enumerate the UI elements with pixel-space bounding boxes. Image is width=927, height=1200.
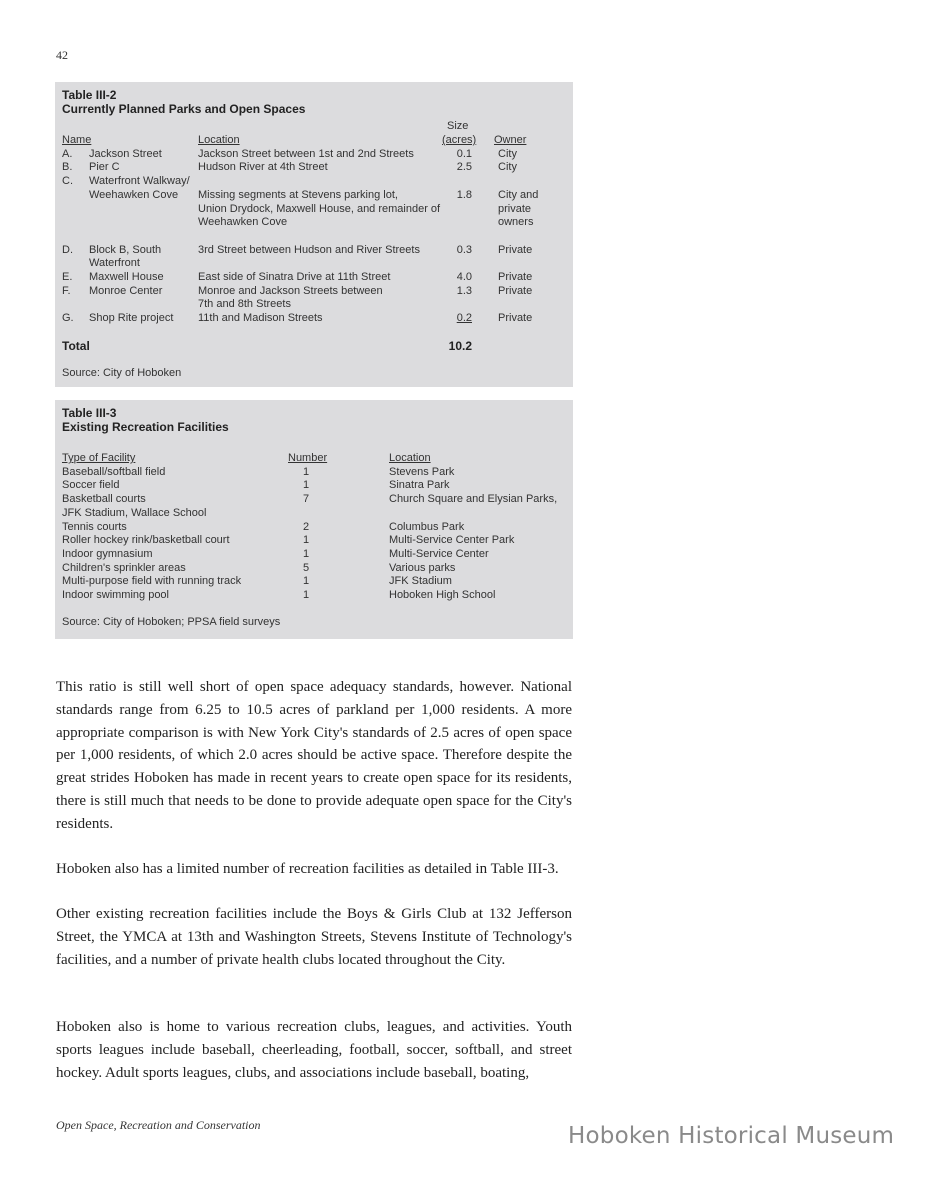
table-iii-2-title: Currently Planned Parks and Open Spaces (62, 102, 306, 116)
facility-number: 1 (303, 547, 310, 560)
owner-header: Owner (494, 134, 527, 146)
table-iii-2 (55, 82, 573, 387)
row-name: Shop Rite project (89, 312, 174, 325)
page-number: 42 (56, 48, 68, 62)
row-letter: A. (62, 147, 73, 160)
paragraph-3: Other existing recreation facilities include the Boys & Girls Club at 132 Jefferson Street, the YMCA at 13th and Washington Streets, Stevens Institute of Technology's facilities, and a number of private health clubs located throughout the City. (56, 906, 572, 968)
row-owner: owners (498, 216, 534, 229)
row-letter: E. (62, 271, 73, 283)
row-location: Hudson River at 4th Street (198, 161, 328, 174)
facility-type: Roller hockey rink/basketball court (62, 534, 230, 547)
facility-type: JFK Stadium, Wallace School (62, 506, 207, 519)
facility-location: Various parks (389, 561, 456, 574)
total-label: Total (62, 338, 90, 353)
row-size: 4.0 (456, 271, 472, 283)
name-header: Name (62, 134, 92, 146)
row-letter: G. (62, 312, 74, 325)
row-location: Missing segments at Stevens parking lot, (198, 188, 398, 201)
row-owner: City (498, 147, 517, 160)
row-owner: City (498, 161, 517, 174)
row-owner: Private (498, 271, 533, 283)
row-size: 0.1 (456, 147, 472, 160)
row-name: Block B, South (89, 243, 162, 256)
facility-number: 5 (303, 561, 310, 574)
row-location: Weehawken Cove (198, 216, 288, 229)
row-location: East side of Sinatra Drive at 11th Street (198, 271, 391, 283)
row-location: 3rd Street between Hudson and River Streets (198, 243, 420, 256)
facility-type: Indoor gymnasium (62, 547, 153, 560)
number-header: Number (288, 452, 328, 464)
row-size: 2.5 (456, 161, 472, 174)
row-size: 0.2 (456, 312, 472, 325)
facility-type: Tennis courts (62, 520, 127, 533)
size-header-top: Size (447, 120, 469, 132)
page-footer: Open Space, Recreation and Conservation (56, 1118, 261, 1132)
total-value: 10.2 (448, 338, 472, 353)
table-iii-3-title: Existing Recreation Facilities (62, 420, 229, 434)
row-size: 0.3 (456, 243, 472, 256)
facility-number: 1 (303, 479, 310, 492)
row-location: Jackson Street between 1st and 2nd Streets (198, 147, 414, 160)
table-iii-3-label: Table III-3 (62, 406, 117, 420)
table-iii-2-body (62, 116, 566, 386)
facility-type: Baseball/softball field (62, 465, 166, 478)
row-owner: Private (498, 243, 533, 256)
row-size: 1.3 (456, 284, 472, 297)
facility-number: 1 (303, 589, 310, 601)
table-iii-3 (55, 400, 573, 639)
table-iii-3-body (62, 434, 566, 634)
row-owner: Private (498, 284, 533, 297)
facility-location: Hoboken High School (389, 589, 496, 601)
row-owner: Private (498, 312, 533, 325)
table-iii-2-label: Table III-2 (62, 88, 117, 102)
row-letter: C. (62, 175, 73, 188)
row-letter: B. (62, 161, 73, 174)
paragraph-2: Hoboken also has a limited number of recreation facilities as detailed in Table III-3. (56, 861, 559, 877)
row-letter: D. (62, 243, 73, 256)
row-name: Pier C (89, 161, 120, 174)
row-name: Weehawken Cove (89, 188, 179, 201)
facility-number: 2 (303, 520, 310, 533)
facility-location: Multi-Service Center (389, 547, 489, 560)
row-owner: private (498, 202, 532, 215)
row-location: 7th and 8th Streets (198, 298, 291, 311)
row-name: Jackson Street (89, 147, 162, 160)
row-location: Union Drydock, Maxwell House, and remainder of (198, 202, 441, 215)
facility-location: Sinatra Park (389, 479, 450, 492)
facility-type: Children's sprinkler areas (62, 561, 186, 574)
table-source: Source: City of Hoboken (62, 366, 182, 379)
facility-type: Multi-purpose field with running track (62, 575, 242, 588)
watermark: Hoboken Historical Museum (568, 1123, 895, 1149)
row-location: Monroe and Jackson Streets between (198, 284, 383, 297)
facility-number: 7 (303, 493, 310, 506)
facility-type: Basketball courts (62, 493, 146, 506)
row-name: Waterfront (89, 257, 140, 270)
type-header: Type of Facility (62, 452, 136, 464)
row-name: Monroe Center (89, 284, 163, 297)
paragraph-4: Hoboken also is home to various recreation clubs, leagues, and activities. Youth sports leagues include baseball, cheerleading, football, soccer, softball, and street hockey. Adult sports leagues, clubs, and associations include baseball, boating, (56, 1019, 572, 1081)
facility-location: JFK Stadium (389, 575, 452, 588)
facility-number: 1 (303, 465, 310, 478)
facility-type: Soccer field (62, 479, 120, 492)
facility-type: Indoor swimming pool (62, 589, 169, 601)
facility-number: 1 (303, 575, 310, 588)
row-location: 11th and Madison Streets (198, 312, 323, 325)
row-size: 1.8 (456, 188, 472, 201)
row-name: Waterfront Walkway/ (89, 175, 190, 188)
facility-number: 1 (303, 534, 310, 547)
row-owner: City and (498, 188, 539, 201)
facility-location: Stevens Park (389, 465, 455, 478)
paragraph-1: This ratio is still well short of open space adequacy standards, however. National standards range from 6.25 to 10.5 acres of parkland per 1,000 residents. A more appropriate comparison is with New York City's standards of 2.5 acres of open space per 1,000 residents, of which 2.0 acres should be active space. Therefore despite the great strides Hoboken has made in recent years to create open space for its residents, there is still much that needs to be done to provide adequate open space for the City's residents. (56, 679, 572, 832)
table-source: Source: City of Hoboken; PPSA field surveys (62, 616, 281, 629)
location-header: Location (198, 134, 240, 146)
location-header: Location (389, 452, 431, 464)
facility-location: Columbus Park (389, 520, 465, 533)
row-letter: F. (62, 284, 71, 297)
size-header-bottom: (acres) (442, 134, 477, 146)
facility-location: Church Square and Elysian Parks, (389, 493, 558, 506)
facility-location: Multi-Service Center Park (389, 534, 515, 547)
row-name: Maxwell House (89, 271, 164, 283)
